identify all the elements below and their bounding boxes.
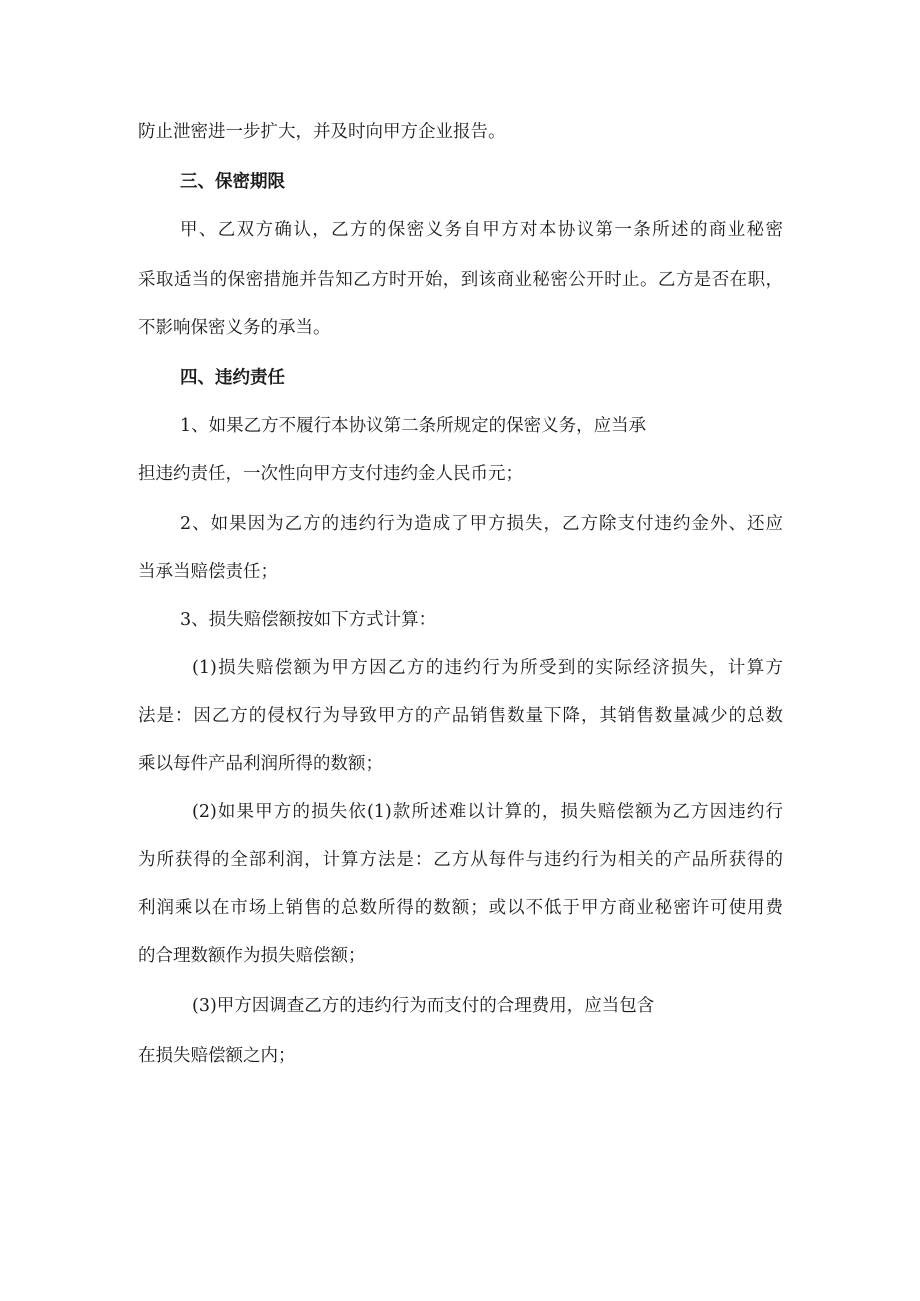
paragraph-line: 不影响保密义务的承当。: [138, 318, 331, 338]
paragraph-line: 的合理数额作为损失赔偿额；: [138, 946, 366, 966]
paragraph-line: 2、如果因为乙方的违约行为造成了甲方损失，乙方除支付违约金外、还应: [180, 514, 783, 534]
paragraph-line: (3)甲方因调查乙方的违约行为而支付的合理费用，应当包含: [192, 996, 655, 1016]
paragraph-line: (1)损失赔偿额为甲方因乙方的违约行为所受到的实际经济损失，计算方: [192, 658, 783, 678]
paragraph-line: (2)如果甲方的损失依(1)款所述难以计算的，损失赔偿额为乙方因违约行: [192, 802, 783, 822]
paragraph-line: 乘以每件产品利润所得的数额；: [138, 754, 383, 774]
paragraph-line: 为所获得的全部利润，计算方法是：乙方从每件与违约行为相关的产品所获得的: [138, 850, 783, 870]
paragraph-line: 采取适当的保密措施并告知乙方时开始，到该商业秘密公开时止。乙方是否在职，: [138, 270, 783, 290]
paragraph-line: 1、如果乙方不履行本协议第二条所规定的保密义务，应当承: [180, 416, 647, 436]
section-heading-confidentiality-period: 三、保密期限: [180, 172, 285, 192]
paragraph-line: 在损失赔偿额之内；: [138, 1046, 296, 1066]
paragraph-line: 担违约责任，一次性向甲方支付违约金人民币元；: [138, 464, 523, 484]
paragraph-line: 利润乘以在市场上销售的总数所得的数额；或以不低于甲方商业秘密许可使用费: [138, 898, 783, 918]
paragraph-line: 防止泄密进一步扩大，并及时向甲方企业报告。: [138, 122, 506, 142]
paragraph-line: 甲、乙双方确认，乙方的保密义务自甲方对本协议第一条所述的商业秘密: [180, 220, 783, 240]
paragraph-line: 当承当赔偿责任；: [138, 562, 278, 582]
paragraph-line: 3、损失赔偿额按如下方式计算：: [180, 610, 437, 630]
section-heading-breach-liability: 四、违约责任: [180, 368, 285, 388]
paragraph-line: 法是：因乙方的侵权行为导致甲方的产品销售数量下降，其销售数量减少的总数: [138, 706, 783, 726]
